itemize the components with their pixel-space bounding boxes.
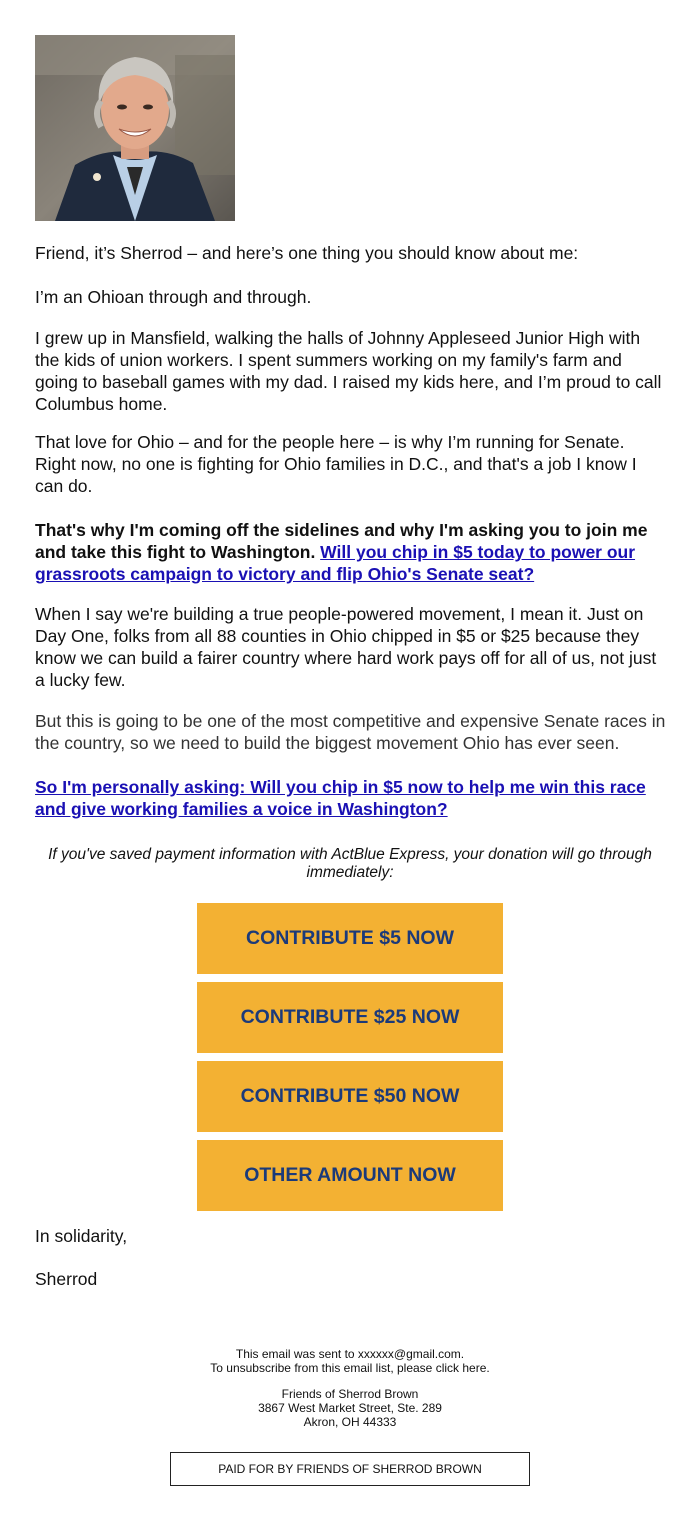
paid-for-disclaimer: PAID FOR BY FRIENDS OF SHERROD BROWN <box>170 1452 530 1486</box>
portrait-photo <box>35 35 235 221</box>
movement-paragraph: When I say we're building a true people-powered movement, I mean it. Just on Day One, folks from all 88 counties in Ohio chipped in $5 or $25 because they know we can build a fairer country where hard work pays off for all of us, not just a lucky few. <box>35 604 657 690</box>
ask-bold-text: That's why I'm coming off the sidelines and why I'm asking you to join me and take this fight to Washington. <box>35 520 648 562</box>
ask-paragraph <box>35 519 675 585</box>
senate-paragraph: That love for Ohio – and for the people here – is why I’m running for Senate. Right now, no one is fighting for Ohio families in D.C., and that's a job I know I can do. <box>35 432 637 496</box>
contribute-50-button[interactable]: CONTRIBUTE $50 NOW <box>197 1061 503 1132</box>
intro-paragraph: I’m an Ohioan through and through. <box>35 287 312 307</box>
street-address: 3867 West Market Street, Ste. 289 <box>258 1401 442 1415</box>
org-name: Friends of Sherrod Brown <box>281 1387 419 1401</box>
express-note: If you've saved payment information with ActBlue Express, your donation will go through immediately: <box>48 846 652 881</box>
competitive-paragraph: But this is going to be one of the most competitive and expensive Senate races in the country, so we need to build the biggest movement Ohio has ever seen. <box>35 711 666 753</box>
unsubscribe-link[interactable]: To unsubscribe from this email list, please click here. <box>210 1361 490 1375</box>
contribute-5-button[interactable]: CONTRIBUTE $5 NOW <box>197 903 503 974</box>
sent-to-text: This email was sent to xxxxxx@gmail.com. <box>235 1347 465 1361</box>
city-address: Akron, OH 44333 <box>303 1415 397 1429</box>
background-paragraph: I grew up in Mansfield, walking the halls of Johnny Appleseed Junior High with the kids of union workers. I spent summers working on my family's farm and going to baseball games with my dad. I raised my kids here, and I’m proud to call Columbus home. <box>35 328 662 414</box>
personal-ask-link[interactable]: So I'm personally asking: Will you chip in $5 now to help me win this race and give working families a voice in Washington? <box>35 777 646 819</box>
email-body <box>35 35 666 1476</box>
signature: Sherrod <box>35 1269 98 1289</box>
email-footer <box>35 1347 665 1429</box>
other-amount-button[interactable]: OTHER AMOUNT NOW <box>197 1140 503 1211</box>
contribute-25-button[interactable]: CONTRIBUTE $25 NOW <box>197 982 503 1053</box>
greeting-paragraph: Friend, it’s Sherrod – and here’s one thing you should know about me: <box>35 243 579 263</box>
closing-text: In solidarity, <box>35 1226 128 1246</box>
chip-in-link[interactable]: Will you chip in $5 today to power our grassroots campaign to victory and flip Ohio's Senate seat? <box>35 542 636 584</box>
personal-ask-paragraph <box>35 776 667 820</box>
